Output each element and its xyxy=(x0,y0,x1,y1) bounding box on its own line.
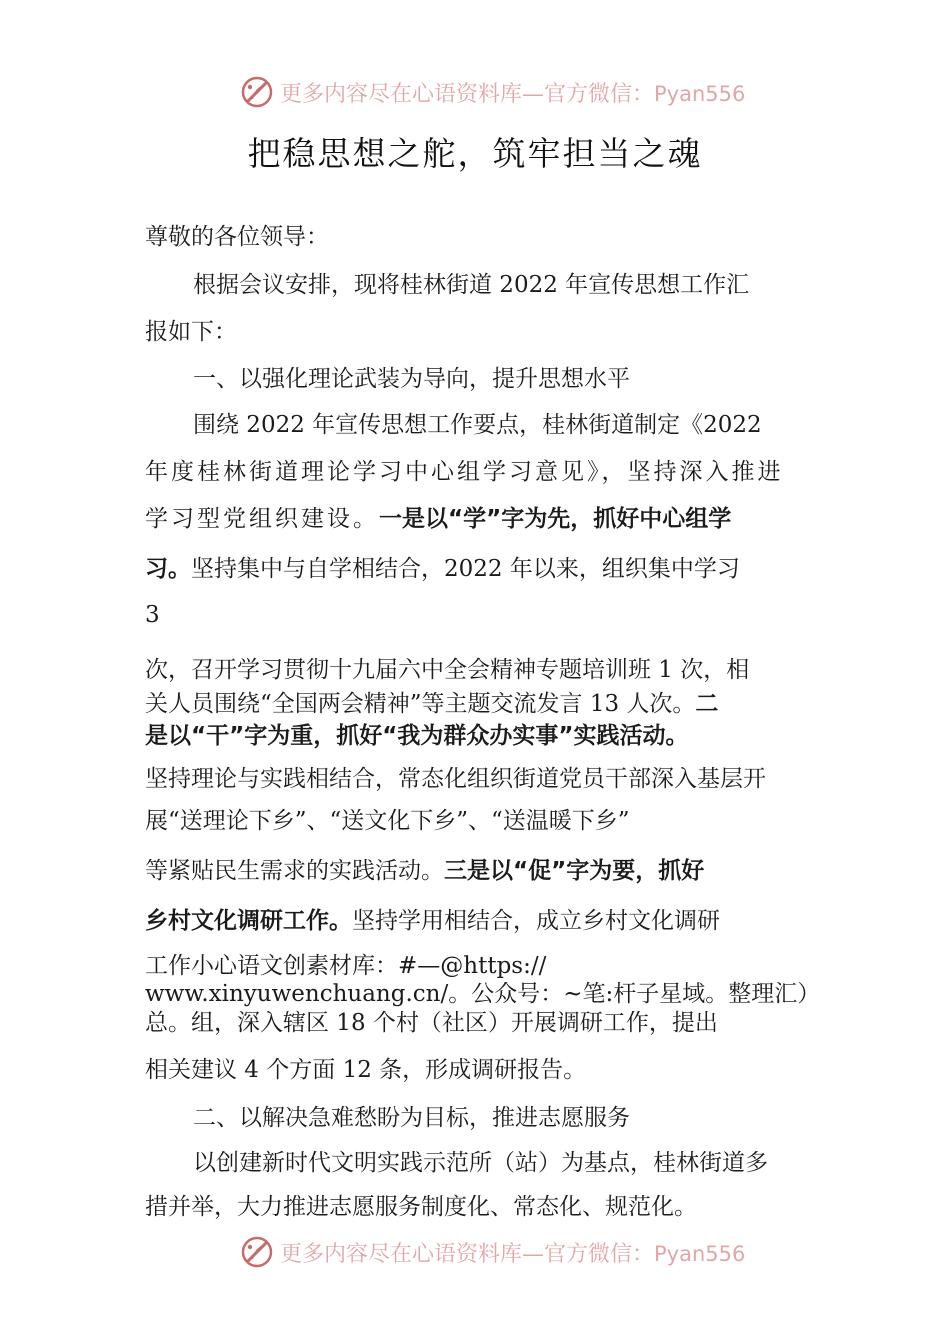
paragraph-line xyxy=(145,902,720,935)
paragraph-line xyxy=(145,550,740,583)
text-run: 等紧贴民生需求的实践活动。 xyxy=(145,858,444,884)
section-heading: 二、以解决急难愁盼为目标，推进志愿服务 xyxy=(193,1105,630,1131)
paragraph-line: 以创建新时代文明实践示范所（站）为基点，桂林街道多 xyxy=(193,1150,768,1176)
pen-logo-icon xyxy=(240,1235,274,1269)
text-run: 学习型党组织建设。 xyxy=(145,506,379,532)
document-title: 把稳思想之舵，筑牢担当之魂 xyxy=(247,134,703,173)
paragraph-line: www.xinyuwenchuang.cn/。公众号：~笔:杆子星域。整理汇） xyxy=(145,981,821,1007)
paragraph-line: 围绕 2022 年宣传思想工作要点，桂林街道制定《2022 xyxy=(193,412,762,438)
paragraph-line: 总。组，深入辖区 18 个村（社区）开展调研工作，提出 xyxy=(145,1010,718,1036)
text-run: 关人员围绕“全国两会精神”等主题交流发言 13 人次。 xyxy=(145,691,696,717)
paragraph-line xyxy=(145,500,731,533)
salutation: 尊敬的各位领导： xyxy=(145,224,329,250)
paragraph-line: 措并举，大力推进志愿服务制度化、常态化、规范化。 xyxy=(145,1194,697,1220)
bold-run: 二 xyxy=(695,691,719,717)
paragraph-line: 相关建议 4 个方面 12 条，形成调研报告。 xyxy=(145,1057,587,1083)
paragraph-line xyxy=(145,685,718,718)
bold-run: 习。 xyxy=(145,556,191,582)
header-watermark xyxy=(240,74,745,110)
text-run: 坚持集中与自学相结合，2022 年以来，组织集中学习 xyxy=(191,556,740,582)
paragraph-line: 展“送理论下乡”、“送文化下乡”、“送温暖下乡” xyxy=(145,808,630,834)
paragraph-line: 次，召开学习贯彻十九届六中全会精神专题培训班 1 次，相 xyxy=(145,657,750,683)
text-run: 坚持学用相结合，成立乡村文化调研 xyxy=(352,908,720,934)
paragraph-line: 报如下： xyxy=(145,319,237,345)
watermark-text: 更多内容尽在心语资料库—官方微信：Pyan556 xyxy=(280,81,746,107)
bold-run: 乡村文化调研工作。 xyxy=(145,908,352,934)
bold-run: 三是以“促”字为要，抓好 xyxy=(444,858,705,884)
text-run: 工作小心语文创素材库：#—@https:// xyxy=(145,953,547,979)
pen-logo-icon xyxy=(240,75,274,109)
watermark-text: 更多内容尽在心语资料库—官方微信：Pyan556 xyxy=(280,1241,746,1267)
paragraph-line: 根据会议安排，现将桂林街道 2022 年宣传思想工作汇 xyxy=(193,272,750,298)
paragraph-line: 是以“干”字为重，抓好“我为群众办实事”实践活动。 xyxy=(145,723,689,749)
paragraph-line: 坚持理论与实践相结合，常态化组织街道党员干部深入基层开 xyxy=(145,766,766,792)
paragraph-line: 年度桂林街道理论学习中心组学习意见》，坚持深入推进 xyxy=(145,459,784,485)
footer-watermark xyxy=(240,1234,745,1270)
bold-run: 一是以“学”字为先，抓好中心组学 xyxy=(379,506,732,532)
paragraph-line xyxy=(145,852,704,885)
section-heading: 一、以强化理论武装为导向，提升思想水平 xyxy=(193,366,630,392)
paragraph-line: 3 xyxy=(145,602,160,628)
